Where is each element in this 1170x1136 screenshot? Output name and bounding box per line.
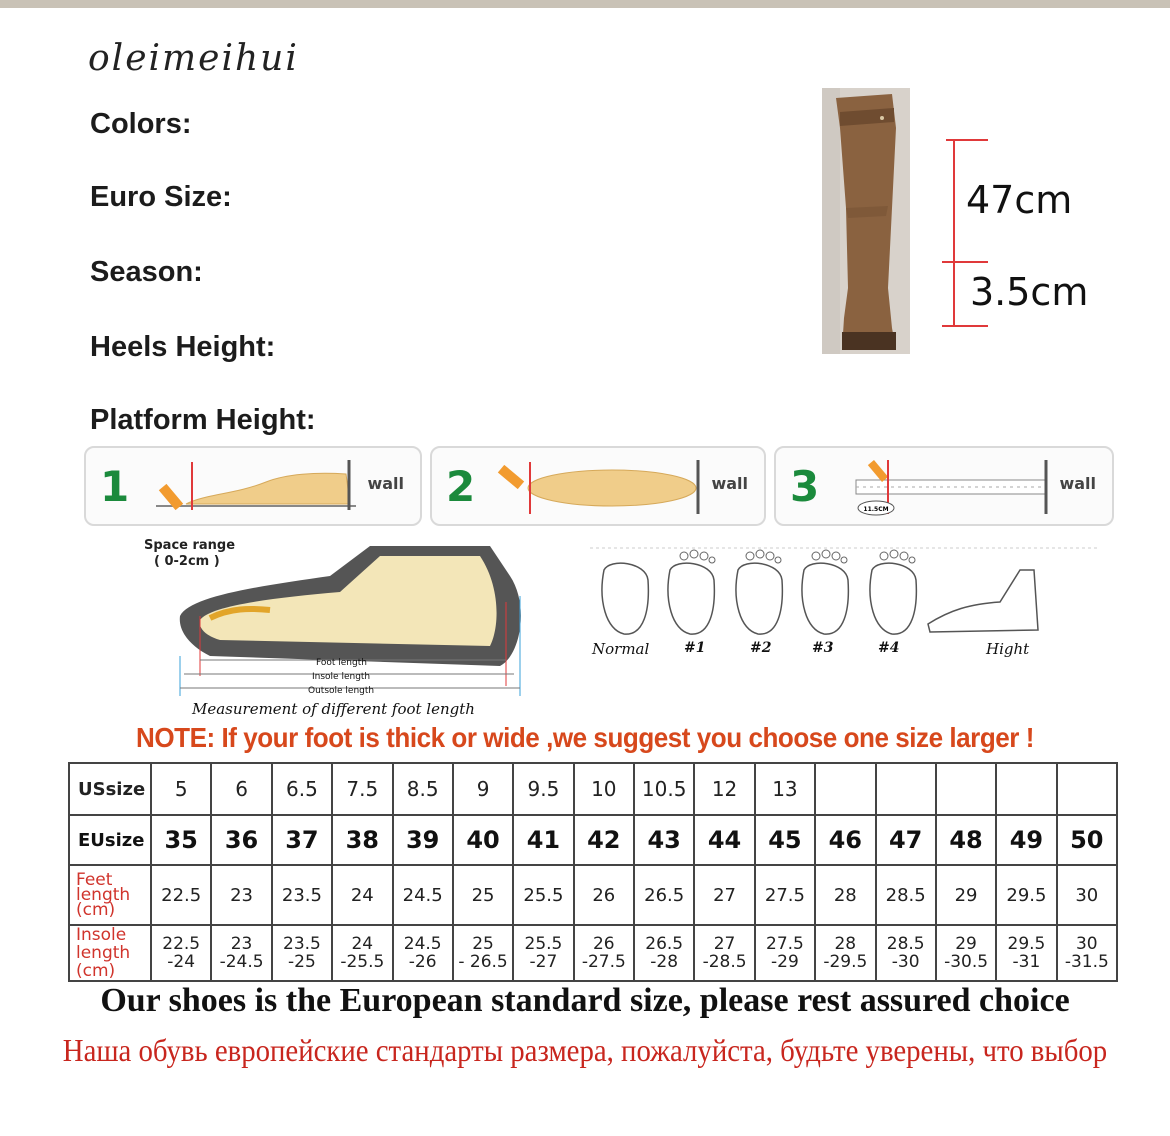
insole-length-cell	[332, 925, 392, 981]
insole-length-header: Insole length (cm)	[69, 925, 151, 981]
foot-type-1: #1	[684, 640, 706, 656]
step-1-wall: wall	[367, 474, 404, 493]
feet-length-cell: 26	[574, 865, 634, 925]
feet-length-cell: 24.5	[393, 865, 453, 925]
space-range-value: ( 0-2cm )	[154, 554, 220, 569]
us-size-cell: 6.5	[272, 763, 332, 815]
insole-length-cell	[393, 925, 453, 981]
foot-top-icon	[492, 454, 712, 520]
footer-russian: Наша обувь европейские стандарты размера, пожалуйста, будьте уверены, что выбор	[62, 1032, 1108, 1068]
shoe-fit-diagram	[130, 536, 530, 722]
feet-length-cell: 23	[211, 865, 271, 925]
eu-size-cell: 48	[936, 815, 996, 865]
foot-length-label: Foot length	[316, 658, 367, 668]
insole-length-bottom: -25	[288, 952, 316, 972]
us-size-cell	[996, 763, 1056, 815]
step-2	[430, 446, 766, 526]
insole-length-top: 26	[592, 934, 615, 954]
brand-name: oleimeihui	[88, 38, 299, 79]
eu-size-cell: 40	[453, 815, 513, 865]
ruler-icon	[836, 454, 1056, 520]
eu-size-cell: 45	[755, 815, 815, 865]
insole-length-top: 25.5	[524, 934, 563, 954]
insole-length-bottom: -31.5	[1064, 952, 1109, 972]
top-strip	[0, 0, 1170, 8]
us-size-header: USsize	[69, 763, 151, 815]
insole-length-bottom: -24	[167, 952, 196, 972]
insole-length-cell	[513, 925, 573, 981]
us-size-cell: 12	[694, 763, 754, 815]
feet-length-cell: 24	[332, 865, 392, 925]
feet-length-cell: 23.5	[272, 865, 332, 925]
measurement-steps	[84, 446, 1114, 524]
eu-size-cell: 38	[332, 815, 392, 865]
eu-size-cell: 36	[211, 815, 271, 865]
insole-length-bottom: -29	[771, 952, 799, 972]
eu-size-header: EUsize	[69, 815, 151, 865]
feet-length-cell: 25.5	[513, 865, 573, 925]
insole-length-cell	[453, 925, 513, 981]
measurement-caption: Measurement of different foot length	[192, 700, 475, 718]
feet-length-cell: 22.5	[151, 865, 211, 925]
us-size-cell: 5	[151, 763, 211, 815]
size-table	[68, 762, 1118, 982]
insole-length-top: 30	[1075, 934, 1098, 954]
insole-length-bottom: -30	[891, 952, 920, 972]
insole-length-bottom: -31	[1012, 952, 1041, 972]
footer-english: Our shoes is the European standard size, please rest assured choice	[100, 982, 1070, 1019]
eu-size-cell: 50	[1057, 815, 1117, 865]
feet-length-cell: 26.5	[634, 865, 694, 925]
us-size-cell: 13	[755, 763, 815, 815]
foot-type-3: #3	[812, 640, 834, 656]
eu-size-cell: 35	[151, 815, 211, 865]
feet-length-cell: 25	[453, 865, 513, 925]
step-2-number: 2	[446, 462, 476, 511]
feet-length-cell: 27	[694, 865, 754, 925]
insole-length-cell	[272, 925, 332, 981]
boot-photo	[822, 88, 910, 354]
platform-height-label: Platform Height:	[90, 404, 316, 436]
step-3-number: 3	[790, 462, 820, 511]
us-size-cell: 9.5	[513, 763, 573, 815]
insole-length-bottom: -24.5	[219, 952, 264, 972]
insole-length-top: 24	[351, 934, 374, 954]
eu-size-cell: 41	[513, 815, 573, 865]
insole-length-bottom: - 26.5	[458, 952, 508, 972]
insole-length-cell	[694, 925, 754, 981]
insole-length-top: 27.5	[766, 934, 804, 954]
foot-types	[590, 540, 1100, 670]
feet-length-cell: 30	[1057, 865, 1117, 925]
insole-length-bottom: -29.5	[823, 952, 868, 972]
eu-size-row	[69, 815, 1117, 865]
feet-length-cell: 28.5	[876, 865, 936, 925]
foot-type-high: Hight	[986, 640, 1030, 658]
heel-height: 3.5cm	[970, 270, 1089, 314]
step-2-wall: wall	[711, 474, 748, 493]
insole-length-top: 27	[713, 934, 736, 954]
feet-length-cell: 29.5	[996, 865, 1056, 925]
season-label: Season:	[90, 256, 203, 288]
insole-length-cell	[574, 925, 634, 981]
us-size-cell	[876, 763, 936, 815]
insole-length-bottom: -27	[529, 952, 558, 972]
insole-length-cell	[815, 925, 875, 981]
us-size-cell: 9	[453, 763, 513, 815]
eu-size-cell: 43	[634, 815, 694, 865]
step-1	[84, 446, 422, 526]
feet-length-row	[69, 865, 1117, 925]
insole-length-bottom: -26	[408, 952, 437, 972]
insole-length-top: 29	[955, 934, 977, 954]
foot-type-normal: Normal	[592, 640, 650, 658]
insole-length-top: 25	[472, 934, 494, 954]
step-3	[774, 446, 1114, 526]
eu-size-cell: 46	[815, 815, 875, 865]
step-1-number: 1	[100, 462, 130, 511]
insole-length-top: 24.5	[403, 934, 442, 954]
eu-size-cell: 44	[694, 815, 754, 865]
insole-length-cell	[634, 925, 694, 981]
insole-length-cell	[936, 925, 996, 981]
euro-size-label: Euro Size:	[90, 181, 232, 213]
foot-outlines	[590, 540, 1100, 640]
size-note: NOTE: If your foot is thick or wide ,we suggest you choose one size larger !	[136, 722, 1034, 753]
eu-size-cell: 37	[272, 815, 332, 865]
insole-length-bottom: -30.5	[944, 952, 989, 972]
feet-length-cell: 27.5	[755, 865, 815, 925]
us-size-cell: 8.5	[393, 763, 453, 815]
insole-length-cell	[151, 925, 211, 981]
insole-length-top: 29.5	[1007, 934, 1046, 954]
heels-height-label: Heels Height:	[90, 331, 276, 363]
insole-length-top: 22.5	[162, 934, 201, 954]
insole-length-cell	[996, 925, 1056, 981]
foot-type-2: #2	[750, 640, 772, 656]
us-size-row	[69, 763, 1117, 815]
us-size-cell	[815, 763, 875, 815]
feet-length-cell: 28	[815, 865, 875, 925]
step-3-wall: wall	[1059, 474, 1096, 493]
insole-length-top: 28	[834, 934, 857, 954]
space-range-label: Space range	[144, 538, 236, 553]
insole-length-bottom: -27.5	[581, 952, 626, 972]
outsole-length-label: Outsole length	[308, 686, 375, 696]
insole-length-cell	[211, 925, 271, 981]
us-size-cell: 6	[211, 763, 271, 815]
insole-length-top: 26.5	[645, 934, 684, 954]
us-size-cell	[936, 763, 996, 815]
eu-size-cell: 39	[393, 815, 453, 865]
insole-length-row	[69, 925, 1117, 981]
us-size-cell	[1057, 763, 1117, 815]
insole-length-top: 23.5	[283, 934, 321, 954]
eu-size-cell: 47	[876, 815, 936, 865]
insole-length-bottom: -28.5	[702, 952, 747, 972]
foot-side-icon	[146, 454, 366, 520]
insole-length-top: 28.5	[886, 934, 925, 954]
us-size-cell: 10.5	[634, 763, 694, 815]
insole-length-bottom: -28	[650, 952, 679, 972]
insole-length-label: Insole length	[312, 672, 371, 682]
foot-type-4: #4	[878, 640, 900, 656]
insole-length-cell	[1057, 925, 1117, 981]
us-size-cell: 10	[574, 763, 634, 815]
eu-size-cell: 42	[574, 815, 634, 865]
shaft-height: 47cm	[966, 178, 1073, 222]
insole-length-cell	[755, 925, 815, 981]
eu-size-cell: 49	[996, 815, 1056, 865]
colors-label: Colors:	[90, 108, 192, 140]
insole-length-cell	[876, 925, 936, 981]
ruler-tag: 11.5CM	[863, 506, 889, 513]
feet-length-header: Feet length (cm)	[69, 865, 151, 925]
insole-length-bottom: -25.5	[340, 952, 385, 972]
us-size-cell: 7.5	[332, 763, 392, 815]
insole-length-top: 23	[230, 934, 253, 954]
feet-length-cell: 29	[936, 865, 996, 925]
